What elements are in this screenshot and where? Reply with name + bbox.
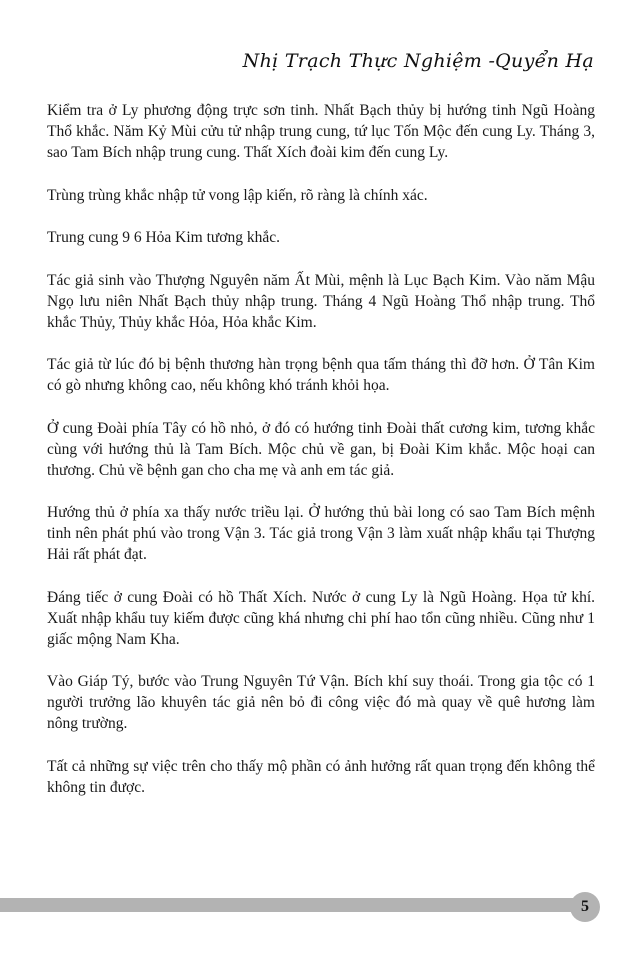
paragraph: Đáng tiếc ở cung Đoài có hồ Thất Xích. Nước ở cung Ly là Ngũ Hoàng. Họa tử khí. Xuất nhập khẩu tuy kiếm được cũng khá nhưng chi phí hao tổn cũng nhiều. Cũng như 1 giấc mộng Nam Kha. [47,588,595,648]
footer-bar [0,898,578,912]
body-text [47,100,595,819]
paragraph: Hướng thủ ở phía xa thấy nước triều lại. Ở hướng thủ bài long có sao Tam Bích mệnh tinh nên phát phú vào trong Vận 3. Tác giả trong Vận 3 làm xuất nhập khẩu tại Thượng Hải rất phát đạt. [47,504,595,563]
paragraph: Tất cả những sự việc trên cho thấy mộ phần có ảnh hưởng rất quan trọng đến không thể không tin được. [47,757,595,796]
paragraph: Trung cung 9 6 Hỏa Kim tương khắc. [47,229,281,246]
paragraph: Ở cung Đoài phía Tây có hồ nhỏ, ở đó có hướng tinh Đoài thất cương kim, tương khắc cùng với hướng thủ là Tam Bích. Mộc chủ về gan, bị Đoài Kim khắc. Mộc hoại can thương. Chủ về bệnh gan cho cha mẹ và anh em tác giả. [47,419,595,479]
paragraph: Trùng trùng khắc nhập tử vong lập kiến, rõ ràng là chính xác. [47,186,428,204]
paragraph: Vào Giáp Tý, bước vào Trung Nguyên Tứ Vận. Bích khí suy thoái. Trong gia tộc có 1 người trưởng lão khuyên tác giả nên bỏ đi công việc đó mà quay về quê hương làm nông trường. [47,673,595,732]
running-header: Nhị Trạch Thực Nghiệm -Quyển Hạ [242,50,594,72]
page-number: 5 [581,898,589,915]
paragraph: Tác giả sinh vào Thượng Nguyên năm Ất Mùi, mệnh là Lục Bạch Kim. Vào năm Mậu Ngọ lưu niên Nhất Bạch thủy nhập trung. Tháng 4 Ngũ Hoàng Thổ nhập trung. Thổ khắc Thủy, Thủy khắc Hỏa, Hỏa khắc Kim. [47,271,595,331]
paragraph: Kiểm tra ở Ly phương động trực sơn tinh. Nhất Bạch thủy bị hướng tinh Ngũ Hoàng Thổ khắc. Năm Kỷ Mùi cửu tử nhập trung cung, tứ lục Tốn Mộc đến cung Ly. Tháng 3, sao Tam Bích nhập trung cung. Thất Xích đoài kim đến cung Ly. [47,102,595,161]
paragraph: Tác giả từ lúc đó bị bệnh thương hàn trọng bệnh qua tấm tháng thì đỡ hơn. Ở Tân Kim có gò nhưng không cao, nếu không khó tránh khỏi họa. [47,356,595,394]
page-number-badge [570,892,600,922]
